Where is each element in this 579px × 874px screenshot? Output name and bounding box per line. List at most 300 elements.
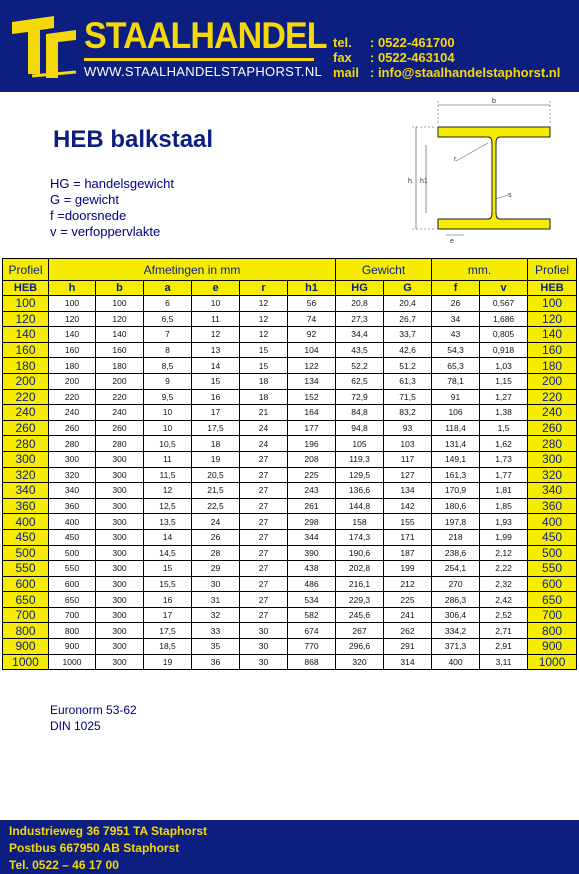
table-cell: 92 xyxy=(288,327,336,343)
table-cell: 12 xyxy=(240,296,288,312)
table-cell: 650 xyxy=(528,592,577,608)
table-cell: 21 xyxy=(240,405,288,421)
table-cell: 240 xyxy=(3,405,49,421)
table-cell: 158 xyxy=(336,514,384,530)
table-cell: 300 xyxy=(96,654,144,670)
table-cell: 140 xyxy=(528,327,577,343)
table-row xyxy=(3,576,577,592)
table-cell: 2,52 xyxy=(480,607,528,623)
table-cell: 1,77 xyxy=(480,467,528,483)
table-cell: 12 xyxy=(192,327,240,343)
table-cell: 15 xyxy=(192,373,240,389)
mail-label: mail xyxy=(333,65,360,80)
column-header: f xyxy=(432,281,480,296)
table-cell: 15 xyxy=(144,561,192,577)
table-cell: 400 xyxy=(49,514,96,530)
table-cell: 16 xyxy=(144,592,192,608)
table-cell: 84,8 xyxy=(336,405,384,421)
table-cell: 14,5 xyxy=(144,545,192,561)
table-cell: 20,5 xyxy=(192,467,240,483)
table-cell: 12,5 xyxy=(144,498,192,514)
table-cell: 16 xyxy=(192,389,240,405)
table-row xyxy=(3,296,577,312)
table-cell: 280 xyxy=(49,436,96,452)
table-cell: 450 xyxy=(3,529,49,545)
table-cell: 534 xyxy=(288,592,336,608)
dim-label-r: r xyxy=(454,156,457,163)
table-cell: 15 xyxy=(240,342,288,358)
table-cell: 27 xyxy=(240,592,288,608)
table-cell: 155 xyxy=(384,514,432,530)
table-cell: 27 xyxy=(240,498,288,514)
table-cell: 200 xyxy=(96,373,144,389)
table-cell: 900 xyxy=(3,639,49,655)
staalhandel-logo-icon xyxy=(10,14,78,80)
table-cell: 196 xyxy=(288,436,336,452)
table-cell: 245,6 xyxy=(336,607,384,623)
table-cell: 0,918 xyxy=(480,342,528,358)
table-cell: 280 xyxy=(96,436,144,452)
group-header-afmetingen: Afmetingen in mm xyxy=(49,259,336,281)
dim-label-s: s xyxy=(508,192,512,199)
table-cell: 30 xyxy=(192,576,240,592)
table-cell: 241 xyxy=(384,607,432,623)
table-cell: 550 xyxy=(3,561,49,577)
table-cell: 152 xyxy=(288,389,336,405)
table-cell: 600 xyxy=(3,576,49,592)
table-row xyxy=(3,561,577,577)
table-cell: 261 xyxy=(288,498,336,514)
table-cell: 34 xyxy=(432,311,480,327)
table-row xyxy=(3,623,577,639)
table-cell: 34,4 xyxy=(336,327,384,343)
table-cell: 27 xyxy=(240,607,288,623)
table-cell: 300 xyxy=(96,451,144,467)
table-cell: 1,38 xyxy=(480,405,528,421)
table-row xyxy=(3,483,577,499)
table-cell: 1,81 xyxy=(480,483,528,499)
table-cell: 650 xyxy=(49,592,96,608)
table-cell: 180,6 xyxy=(432,498,480,514)
table-cell: 334,2 xyxy=(432,623,480,639)
table-cell: 71,5 xyxy=(384,389,432,405)
table-cell: 225 xyxy=(288,467,336,483)
table-cell: 22,5 xyxy=(192,498,240,514)
table-cell: 104 xyxy=(288,342,336,358)
table-cell: 42,6 xyxy=(384,342,432,358)
table-cell: 120 xyxy=(96,311,144,327)
table-row xyxy=(3,467,577,483)
table-cell: 103 xyxy=(384,436,432,452)
table-cell: 164 xyxy=(288,405,336,421)
column-header: G xyxy=(384,281,432,296)
table-cell: 340 xyxy=(3,483,49,499)
table-cell: 32 xyxy=(192,607,240,623)
table-cell: 486 xyxy=(288,576,336,592)
table-cell: 106 xyxy=(432,405,480,421)
beam-shape xyxy=(438,127,550,229)
table-cell: 296,6 xyxy=(336,639,384,655)
table-cell: 30 xyxy=(240,654,288,670)
table-cell: 700 xyxy=(49,607,96,623)
table-row xyxy=(3,592,577,608)
table-cell: 400 xyxy=(432,654,480,670)
table-cell: 100 xyxy=(96,296,144,312)
table-cell: 11,5 xyxy=(144,467,192,483)
table-cell: 27 xyxy=(240,576,288,592)
table-cell: 197,8 xyxy=(432,514,480,530)
tel-value: : 0522-461700 xyxy=(370,35,455,50)
table-row xyxy=(3,311,577,327)
table-cell: 36 xyxy=(192,654,240,670)
table-cell: 91 xyxy=(432,389,480,405)
table-row xyxy=(3,545,577,561)
table-cell: 118,4 xyxy=(432,420,480,436)
column-header: HEB xyxy=(528,281,577,296)
brand-underline xyxy=(84,58,314,61)
page-title: HEB balkstaal xyxy=(53,126,214,153)
table-cell: 868 xyxy=(288,654,336,670)
table-cell: 800 xyxy=(3,623,49,639)
legend-item: G = gewicht xyxy=(50,192,120,207)
table-row xyxy=(3,529,577,545)
header-banner xyxy=(0,0,579,90)
table-cell: 390 xyxy=(288,545,336,561)
table-cell: 200 xyxy=(3,373,49,389)
table-cell: 225 xyxy=(384,592,432,608)
table-cell: 582 xyxy=(288,607,336,623)
table-cell: 1,73 xyxy=(480,451,528,467)
table-cell: 2,91 xyxy=(480,639,528,655)
column-header: a xyxy=(144,281,192,296)
table-cell: 1,93 xyxy=(480,514,528,530)
table-cell: 2,12 xyxy=(480,545,528,561)
table-cell: 240 xyxy=(96,405,144,421)
table-cell: 240 xyxy=(49,405,96,421)
table-cell: 65,3 xyxy=(432,358,480,374)
table-cell: 360 xyxy=(528,498,577,514)
table-cell: 94,8 xyxy=(336,420,384,436)
table-cell: 100 xyxy=(3,296,49,312)
table-cell: 9,5 xyxy=(144,389,192,405)
table-cell: 43 xyxy=(432,327,480,343)
table-row xyxy=(3,639,577,655)
table-cell: 160 xyxy=(96,342,144,358)
column-header-row xyxy=(3,281,577,296)
group-header-profiel-right: Profiel xyxy=(528,259,577,281)
footer-phone: Tel. 0522 – 46 17 00 xyxy=(9,858,119,872)
table-cell: 0,805 xyxy=(480,327,528,343)
table-cell: 26 xyxy=(432,296,480,312)
legend-item: f =doorsnede xyxy=(50,208,127,223)
table-cell: 120 xyxy=(3,311,49,327)
legend-item: HG = handelsgewicht xyxy=(50,176,174,191)
table-cell: 0,567 xyxy=(480,296,528,312)
note-euronorm: Euronorm 53-62 xyxy=(50,703,137,717)
table-cell: 27 xyxy=(240,561,288,577)
footer-postbus: Postbus 667950 AB Staphorst xyxy=(9,841,180,855)
table-cell: 27 xyxy=(240,514,288,530)
table-cell: 260 xyxy=(528,420,577,436)
table-cell: 300 xyxy=(96,529,144,545)
table-row xyxy=(3,607,577,623)
table-cell: 27 xyxy=(240,529,288,545)
table-cell: 17,5 xyxy=(144,623,192,639)
table-row xyxy=(3,342,577,358)
table-cell: 61,3 xyxy=(384,373,432,389)
table-cell: 171 xyxy=(384,529,432,545)
table-cell: 500 xyxy=(528,545,577,561)
table-cell: 340 xyxy=(49,483,96,499)
table-cell: 160 xyxy=(528,342,577,358)
dim-label-h: h xyxy=(408,178,412,185)
table-cell: 180 xyxy=(3,358,49,374)
table-cell: 12 xyxy=(144,483,192,499)
table-cell: 262 xyxy=(384,623,432,639)
table-cell: 400 xyxy=(3,514,49,530)
table-cell: 220 xyxy=(49,389,96,405)
table-cell: 27,3 xyxy=(336,311,384,327)
heb-table-container xyxy=(2,258,576,670)
table-cell: 28 xyxy=(192,545,240,561)
table-cell: 320 xyxy=(49,467,96,483)
beam-cross-section-diagram xyxy=(398,95,574,247)
table-cell: 18 xyxy=(192,436,240,452)
footer-banner xyxy=(0,820,579,874)
table-cell: 29 xyxy=(192,561,240,577)
table-row xyxy=(3,451,577,467)
table-cell: 320 xyxy=(3,467,49,483)
table-cell: 450 xyxy=(528,529,577,545)
footer-address: Industrieweg 36 7951 TA Staphorst xyxy=(9,824,208,838)
column-header: h xyxy=(49,281,96,296)
table-cell: 270 xyxy=(432,576,480,592)
table-cell: 1,62 xyxy=(480,436,528,452)
table-cell: 220 xyxy=(528,389,577,405)
table-cell: 27 xyxy=(240,545,288,561)
table-cell: 7 xyxy=(144,327,192,343)
table-cell: 260 xyxy=(96,420,144,436)
table-cell: 770 xyxy=(288,639,336,655)
table-cell: 371,3 xyxy=(432,639,480,655)
table-cell: 35 xyxy=(192,639,240,655)
table-cell: 600 xyxy=(49,576,96,592)
table-cell: 180 xyxy=(528,358,577,374)
table-cell: 127 xyxy=(384,467,432,483)
table-cell: 43,5 xyxy=(336,342,384,358)
table-cell: 144,8 xyxy=(336,498,384,514)
table-cell: 19 xyxy=(144,654,192,670)
table-cell: 62,5 xyxy=(336,373,384,389)
table-cell: 300 xyxy=(96,639,144,655)
table-cell: 1,99 xyxy=(480,529,528,545)
table-cell: 300 xyxy=(96,576,144,592)
table-cell: 26,7 xyxy=(384,311,432,327)
table-cell: 180 xyxy=(49,358,96,374)
column-header: r xyxy=(240,281,288,296)
table-cell: 33 xyxy=(192,623,240,639)
table-cell: 134 xyxy=(288,373,336,389)
table-cell: 300 xyxy=(96,592,144,608)
table-cell: 13 xyxy=(192,342,240,358)
table-cell: 12 xyxy=(240,327,288,343)
table-cell: 500 xyxy=(49,545,96,561)
table-cell: 700 xyxy=(3,607,49,623)
table-cell: 300 xyxy=(49,451,96,467)
table-cell: 105 xyxy=(336,436,384,452)
table-cell: 200 xyxy=(528,373,577,389)
dim-label-h1: h1 xyxy=(420,178,428,185)
table-cell: 140 xyxy=(96,327,144,343)
dim-label-e: e xyxy=(450,238,454,245)
table-cell: 19 xyxy=(192,451,240,467)
table-cell: 300 xyxy=(96,467,144,483)
table-cell: 17 xyxy=(144,607,192,623)
table-cell: 120 xyxy=(528,311,577,327)
table-cell: 120 xyxy=(49,311,96,327)
table-cell: 1,686 xyxy=(480,311,528,327)
table-cell: 314 xyxy=(384,654,432,670)
table-cell: 10 xyxy=(144,420,192,436)
table-cell: 177 xyxy=(288,420,336,436)
table-cell: 800 xyxy=(528,623,577,639)
table-cell: 100 xyxy=(528,296,577,312)
table-cell: 340 xyxy=(528,483,577,499)
table-cell: 1000 xyxy=(3,654,49,670)
table-cell: 1,5 xyxy=(480,420,528,436)
table-cell: 160 xyxy=(49,342,96,358)
table-cell: 11 xyxy=(144,451,192,467)
table-cell: 218 xyxy=(432,529,480,545)
table-row xyxy=(3,373,577,389)
table-cell: 300 xyxy=(96,561,144,577)
table-cell: 2,42 xyxy=(480,592,528,608)
table-cell: 9 xyxy=(144,373,192,389)
group-header-gewicht: Gewicht xyxy=(336,259,432,281)
table-cell: 438 xyxy=(288,561,336,577)
table-cell: 78,1 xyxy=(432,373,480,389)
contact-mail xyxy=(333,65,560,81)
table-cell: 300 xyxy=(96,498,144,514)
column-header: e xyxy=(192,281,240,296)
table-cell: 300 xyxy=(96,623,144,639)
table-cell: 1000 xyxy=(528,654,577,670)
table-cell: 6 xyxy=(144,296,192,312)
table-cell: 300 xyxy=(3,451,49,467)
table-cell: 30 xyxy=(240,623,288,639)
website-text: WWW.STAALHANDELSTAPHORST.NL xyxy=(84,64,323,79)
table-cell: 208 xyxy=(288,451,336,467)
table-cell: 18 xyxy=(240,373,288,389)
group-header-profiel: Profiel xyxy=(3,259,49,281)
table-cell: 27 xyxy=(240,451,288,467)
table-cell: 1,27 xyxy=(480,389,528,405)
table-cell: 300 xyxy=(96,545,144,561)
table-cell: 13,5 xyxy=(144,514,192,530)
table-cell: 400 xyxy=(528,514,577,530)
table-cell: 6,5 xyxy=(144,311,192,327)
dim-label-b: b xyxy=(492,98,496,105)
table-cell: 220 xyxy=(96,389,144,405)
legend-item: v = verfoppervlakte xyxy=(50,224,161,239)
table-cell: 550 xyxy=(528,561,577,577)
table-cell: 1,85 xyxy=(480,498,528,514)
table-cell: 8 xyxy=(144,342,192,358)
table-cell: 291 xyxy=(384,639,432,655)
table-cell: 360 xyxy=(49,498,96,514)
table-cell: 11 xyxy=(192,311,240,327)
table-cell: 160 xyxy=(3,342,49,358)
table-cell: 3,11 xyxy=(480,654,528,670)
table-cell: 15 xyxy=(240,358,288,374)
column-header: h1 xyxy=(288,281,336,296)
mail-value: : info@staalhandelstaphorst.nl xyxy=(370,65,561,80)
table-cell: 122 xyxy=(288,358,336,374)
table-row xyxy=(3,498,577,514)
table-cell: 300 xyxy=(96,514,144,530)
table-cell: 216,1 xyxy=(336,576,384,592)
table-cell: 30 xyxy=(240,639,288,655)
table-cell: 550 xyxy=(49,561,96,577)
table-cell: 12 xyxy=(240,311,288,327)
tel-label: tel. xyxy=(333,35,352,50)
table-cell: 56 xyxy=(288,296,336,312)
table-cell: 254,1 xyxy=(432,561,480,577)
table-cell: 180 xyxy=(96,358,144,374)
table-cell: 24 xyxy=(192,514,240,530)
table-cell: 24 xyxy=(240,420,288,436)
table-cell: 14 xyxy=(144,529,192,545)
column-header: HEB xyxy=(3,281,49,296)
table-cell: 187 xyxy=(384,545,432,561)
table-cell: 199 xyxy=(384,561,432,577)
table-cell: 320 xyxy=(528,467,577,483)
table-cell: 52,2 xyxy=(336,358,384,374)
table-cell: 2,71 xyxy=(480,623,528,639)
table-cell: 140 xyxy=(49,327,96,343)
table-cell: 8,5 xyxy=(144,358,192,374)
table-cell: 260 xyxy=(3,420,49,436)
table-cell: 20,8 xyxy=(336,296,384,312)
table-cell: 140 xyxy=(3,327,49,343)
table-cell: 17,5 xyxy=(192,420,240,436)
table-cell: 14 xyxy=(192,358,240,374)
table-row xyxy=(3,389,577,405)
table-cell: 117 xyxy=(384,451,432,467)
table-cell: 700 xyxy=(528,607,577,623)
table-cell: 24 xyxy=(240,436,288,452)
table-cell: 674 xyxy=(288,623,336,639)
table-cell: 27 xyxy=(240,467,288,483)
table-cell: 300 xyxy=(96,483,144,499)
table-cell: 900 xyxy=(49,639,96,655)
table-cell: 220 xyxy=(3,389,49,405)
table-cell: 134 xyxy=(384,483,432,499)
table-cell: 450 xyxy=(49,529,96,545)
table-cell: 286,3 xyxy=(432,592,480,608)
table-row xyxy=(3,405,577,421)
table-cell: 238,6 xyxy=(432,545,480,561)
fax-label: fax xyxy=(333,50,352,65)
table-cell: 344 xyxy=(288,529,336,545)
table-cell: 1000 xyxy=(49,654,96,670)
group-header-mm: mm. xyxy=(432,259,528,281)
table-cell: 15,5 xyxy=(144,576,192,592)
table-cell: 306,4 xyxy=(432,607,480,623)
table-cell: 360 xyxy=(3,498,49,514)
table-cell: 10,5 xyxy=(144,436,192,452)
table-cell: 149,1 xyxy=(432,451,480,467)
